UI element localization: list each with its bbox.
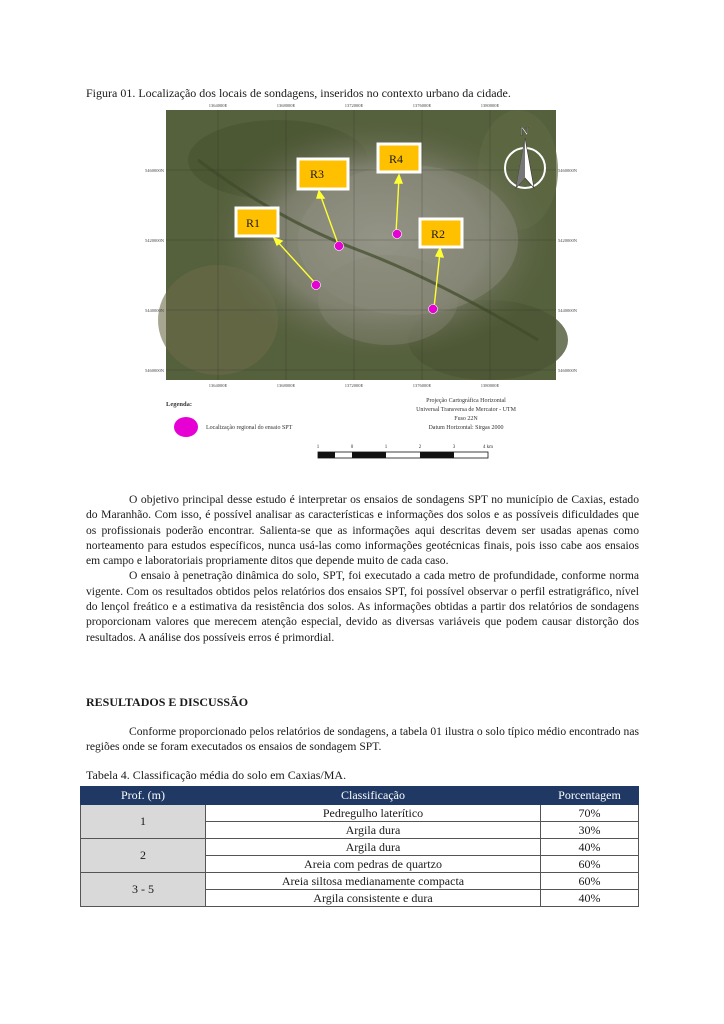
depth-cell: 1	[81, 805, 206, 839]
legend-item: Localização regional do ensaio SPT	[206, 425, 293, 431]
location-map	[145, 100, 577, 468]
grid-label-top: 1376000E	[412, 103, 432, 108]
grid-label-left: 5460000N	[145, 368, 164, 373]
scale-label: 3	[452, 445, 456, 450]
marker-r1-label: R1	[246, 216, 261, 230]
marker-r4	[378, 144, 420, 172]
percent-cell: 40%	[541, 890, 639, 907]
paragraph: O ensaio à penetração dinâmica do solo, SPT, foi executado a cada metro de profundidade, conforme norma vigente. Com os resultados obtidos pelos relatórios dos ensaios SPT, foi possível observar o perfil estratigráfico, nível do lençol freático e a estimativa da resistência dos solos. As informações obtidas a partir dos relatórios de sondagens proporcionam valores que merecem atenção especial, devido as diversas variáveis que podem causar distorção dos resultados. A análise dos possíveis erros é primordial.	[86, 569, 639, 644]
grid-label-bottom: 1376000E	[412, 383, 432, 388]
column-header-percent: Porcentagem	[541, 787, 639, 805]
paragraph: O objetivo principal desse estudo é interpretar os ensaios de sondagens SPT no município de Caxias, estado do Maranhão. Com isso, é possível analisar as características e informações dos solos e as possíveis dificuldades que os profissionais poderão encontrar. Salienta-se que as informações aqui descritas devem ser usadas apenas como norteamento para estudos específicos, nunca usá-las como informações geotécnicas finais, pois isso cabe aos ensaios em campo e laboratoriais propriamente ditos que depende muito de cada caso.	[86, 493, 639, 568]
column-header-depth: Prof. (m)	[81, 787, 206, 805]
scale-label: 2	[418, 445, 422, 450]
table-row	[81, 873, 639, 890]
soil-classification-table	[80, 786, 639, 907]
paragraph: Conforme proporcionado pelos relatórios de sondagens, a tabela 01 ilustra o solo típico médio encontrado nas regiões onde se foram executados os ensaios de sondagem SPT.	[86, 725, 639, 754]
classification-cell: Argila dura	[206, 822, 541, 839]
projection-info	[416, 397, 516, 431]
spt-point-r1	[312, 281, 321, 290]
marker-r3	[298, 159, 348, 189]
grid-label-left: 5460000N	[145, 168, 164, 173]
marker-r1	[236, 208, 278, 236]
depth-cell: 3 - 5	[81, 873, 206, 907]
classification-cell: Argila dura	[206, 839, 541, 856]
grid-label-right: 5460000N	[558, 168, 577, 173]
depth-cell: 2	[81, 839, 206, 873]
classification-cell: Areia com pedras de quartzo	[206, 856, 541, 873]
classification-cell: Pedregulho laterítico	[206, 805, 541, 822]
map-figure	[145, 100, 577, 468]
percent-cell: 60%	[541, 856, 639, 873]
grid-label-top: 1372000E	[344, 103, 364, 108]
spt-point-r4	[393, 230, 402, 239]
percent-cell: 60%	[541, 873, 639, 890]
results-paragraph-block	[86, 724, 639, 755]
projection-line: Fuso 22N	[454, 416, 478, 422]
marker-r2-label: R2	[431, 227, 446, 241]
spt-point-r2	[429, 305, 438, 314]
marker-r2	[420, 219, 462, 247]
north-label: N	[520, 124, 529, 138]
table-row	[81, 805, 639, 822]
scale-bar	[318, 452, 488, 458]
scale-label: 1	[316, 445, 320, 450]
grid-label-bottom: 1380000E	[480, 383, 500, 388]
grid-label-bottom: 1364000E	[208, 383, 228, 388]
scale-label: 4 km	[482, 445, 494, 450]
intro-paragraphs	[86, 492, 639, 645]
table-header-row	[81, 787, 639, 805]
section-heading: RESULTADOS E DISCUSSÃO	[86, 695, 249, 709]
spt-point-r3	[335, 242, 344, 251]
grid-label-right: 5440000N	[558, 308, 577, 313]
percent-cell: 30%	[541, 822, 639, 839]
table-caption: Tabela 4. Classificação média do solo em Caxias/MA.	[86, 768, 347, 782]
grid-label-bottom: 1368000E	[276, 383, 296, 388]
grid-label-bottom: 1372000E	[344, 383, 364, 388]
figure-caption: Figura 01. Localização dos locais de sondagens, inseridos no contexto urbano da cidade.	[86, 86, 511, 100]
percent-cell: 40%	[541, 839, 639, 856]
grid-label-left: 5420000N	[145, 238, 164, 243]
column-header-classification: Classificação	[206, 787, 541, 805]
grid-label-top: 1368000E	[276, 103, 296, 108]
scale-label: 0	[350, 445, 354, 450]
classification-cell: Areia siltosa medianamente compacta	[206, 873, 541, 890]
classification-cell: Argila consistente e dura	[206, 890, 541, 907]
grid-label-right: 5420000N	[558, 238, 577, 243]
projection-line: Projeção Cartográfica Horizontal	[426, 398, 506, 404]
percent-cell: 70%	[541, 805, 639, 822]
marker-r4-label: R4	[389, 152, 404, 166]
table-row	[81, 839, 639, 856]
grid-label-top: 1364000E	[208, 103, 228, 108]
marker-r3-label: R3	[310, 167, 325, 181]
grid-label-top: 1380000E	[480, 103, 500, 108]
grid-label-left: 5440000N	[145, 308, 164, 313]
legend-marker-icon	[174, 417, 198, 437]
projection-line: Datum Horizontal: Sirgas 2000	[428, 425, 504, 431]
scale-label: 1	[384, 445, 388, 450]
projection-line: Universal Transversa de Mercator - UTM	[416, 407, 516, 413]
grid-label-right: 5460000N	[558, 368, 577, 373]
legend-title: Legenda:	[166, 401, 192, 408]
